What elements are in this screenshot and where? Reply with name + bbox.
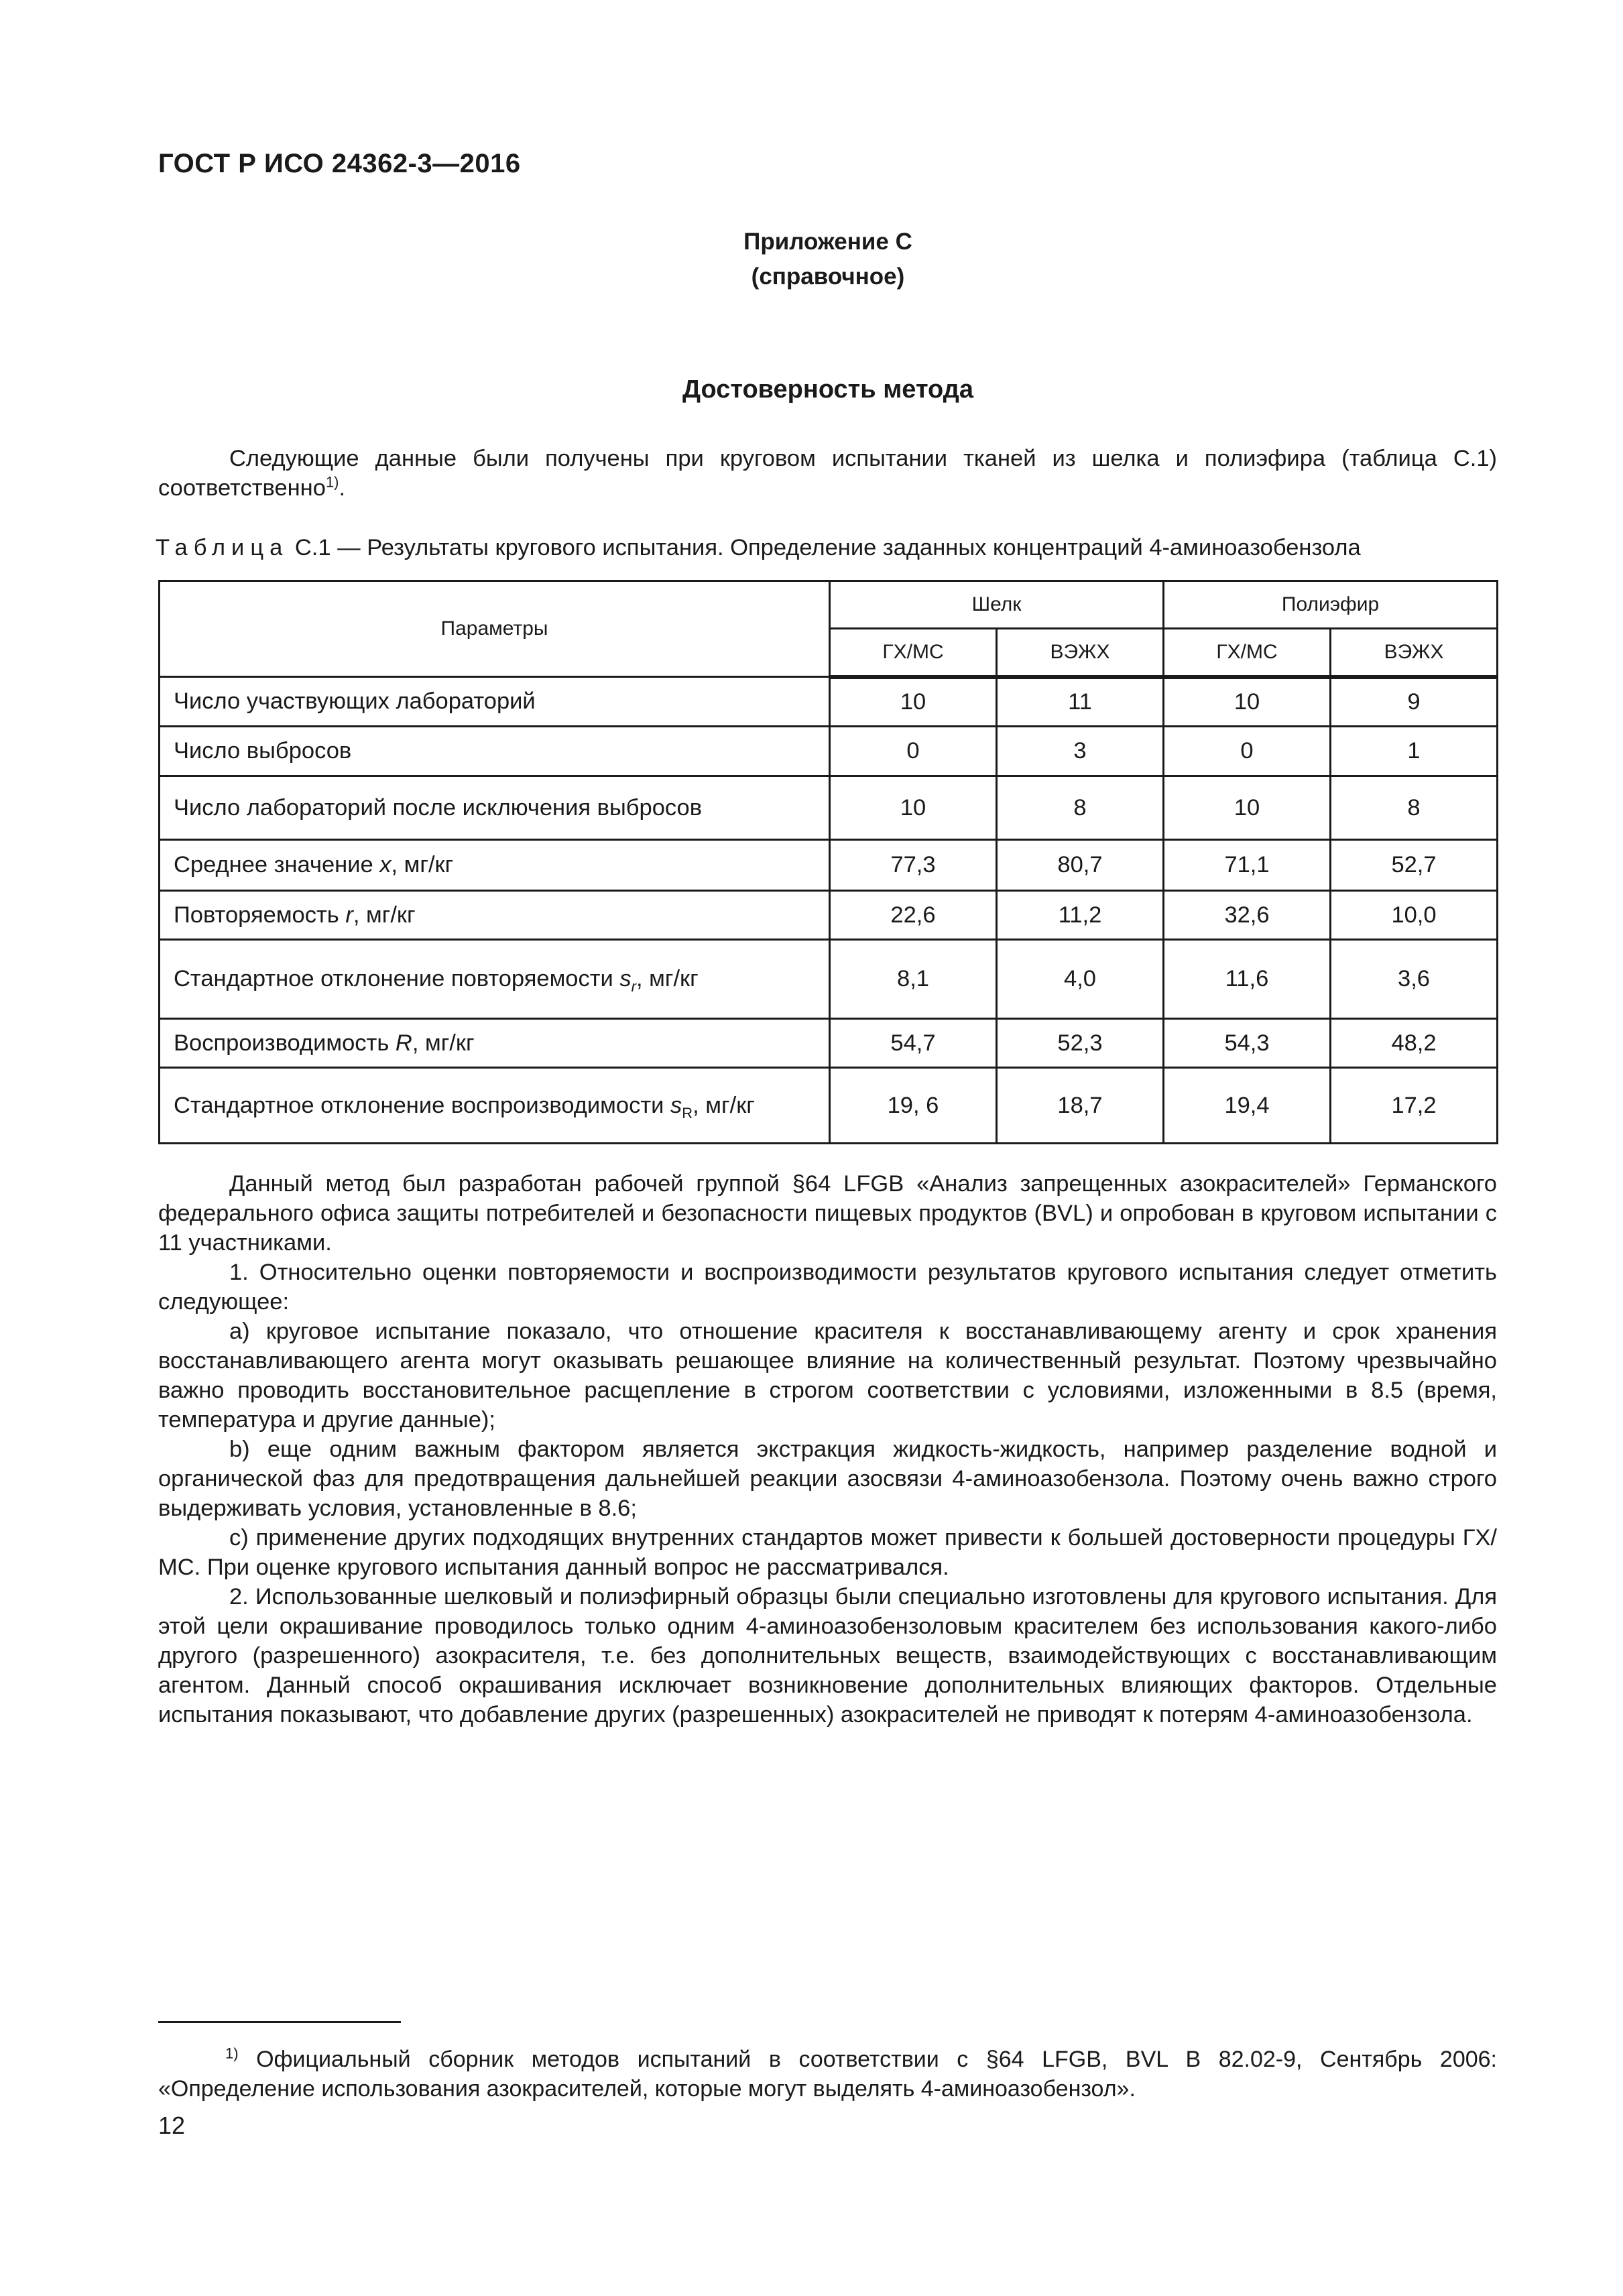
intro-tail: . — [339, 475, 346, 501]
value-cell: 71,1 — [1164, 840, 1331, 891]
param-unit: , мг/кг — [412, 1030, 475, 1056]
table-row — [160, 677, 1498, 727]
value-cell: 0 — [1164, 727, 1331, 776]
param-cell: Число выбросов — [160, 727, 830, 776]
annex-type: (справочное) — [751, 263, 905, 290]
paragraph-text: Данный метод был разработан рабочей группой §64 LFGB «Анализ запрещенных азокрасителей» Германского федерального офиса защиты потребителей и безопасности пищевых продуктов (BVL) и опробован в круговом испытании с 11 участниками. — [158, 1171, 1497, 1256]
intro-paragraph — [158, 444, 1497, 503]
paragraph-text: а) круговое испытание показало, что отношение красителя к восстанавливающему агенту и срок хранения восстанавливающего агента могут оказывать решающее влияние на количественный результат. Поэтому чрезвычайно важно проводить восстановительное расщепление в строгом соответствии с условиями, изложенными в 8.5 (время, температура и другие данные); — [158, 1319, 1497, 1433]
annex-title: Приложение С — [743, 229, 912, 255]
footnote — [158, 2045, 1497, 2104]
table-row — [160, 891, 1498, 940]
value-cell: 17,2 — [1331, 1068, 1498, 1144]
section-title: Достоверность метода — [682, 375, 974, 404]
param-unit: , мг/кг — [693, 1092, 755, 1118]
table-caption-label: Таблица — [156, 535, 289, 560]
value-cell: 3,6 — [1331, 940, 1498, 1019]
value-cell: 48,2 — [1331, 1019, 1498, 1068]
value-cell: 4,0 — [997, 940, 1164, 1019]
value-cell: 8 — [1331, 776, 1498, 840]
table-row — [160, 727, 1498, 776]
group-header-silk: Шелк — [830, 581, 1164, 629]
param-cell — [160, 891, 830, 940]
param-text: Воспроизводимость — [174, 1030, 396, 1056]
paragraph — [158, 1435, 1497, 1523]
value-cell: 54,3 — [1164, 1019, 1331, 1068]
param-unit: , мг/кг — [353, 902, 416, 928]
paragraph — [158, 1582, 1497, 1730]
document-code: ГОСТ Р ИСО 24362-3—2016 — [158, 149, 521, 178]
value-cell: 3 — [997, 727, 1164, 776]
value-cell: 19, 6 — [830, 1068, 997, 1144]
table-row — [160, 1019, 1498, 1068]
table-caption — [156, 535, 1503, 561]
param-cell — [160, 1019, 830, 1068]
table-caption-text: С.1 — Результаты кругового испытания. Определение заданных концентраций 4-аминоазобензола — [288, 535, 1361, 560]
value-cell: 10 — [830, 677, 997, 727]
value-cell: 10 — [1164, 776, 1331, 840]
param-cell — [160, 840, 830, 891]
value-cell: 11,2 — [997, 891, 1164, 940]
page-number: 12 — [158, 2112, 186, 2139]
value-cell: 18,7 — [997, 1068, 1164, 1144]
paragraph-text: 1. Относительно оценки повторяемости и воспроизводимости результатов кругового испытания следует отметить следующее: — [158, 1260, 1497, 1315]
param-cell: Число участвующих лабораторий — [160, 677, 830, 727]
param-text: Среднее значение — [174, 852, 380, 878]
method-header: ГХ/МС — [830, 629, 997, 677]
param-header: Параметры — [160, 581, 830, 677]
results-table — [158, 580, 1498, 1144]
value-cell: 52,7 — [1331, 840, 1498, 891]
footnote-marker: 1) — [225, 2045, 239, 2062]
paragraph — [158, 1317, 1497, 1435]
param-cell: Число лабораторий после исключения выбросов — [160, 776, 830, 840]
param-variable: R — [395, 1030, 412, 1056]
param-unit: , мг/кг — [391, 852, 454, 878]
value-cell: 77,3 — [830, 840, 997, 891]
value-cell: 52,3 — [997, 1019, 1164, 1068]
param-cell — [160, 940, 830, 1019]
param-variable: s — [619, 966, 632, 991]
param-subscript: R — [682, 1104, 693, 1122]
paragraph — [158, 1169, 1497, 1258]
param-text: Повторяемость — [174, 902, 346, 928]
table-row — [160, 840, 1498, 891]
table-row — [160, 1068, 1498, 1144]
value-cell: 32,6 — [1164, 891, 1331, 940]
paragraph — [158, 1258, 1497, 1317]
param-text: Стандартное отклонение повторяемости — [174, 966, 620, 991]
method-header: ГХ/МС — [1164, 629, 1331, 677]
table-row — [160, 940, 1498, 1019]
value-cell: 22,6 — [830, 891, 997, 940]
param-variable: x — [379, 852, 392, 878]
value-cell: 8,1 — [830, 940, 997, 1019]
value-cell: 9 — [1331, 677, 1498, 727]
paragraph-text: b) еще одним важным фактором является экстракция жидкость-жидкость, например разделение водной и органической фаз для предотвращения дальнейшей реакции азосвязи 4-аминоазобензола. Поэтому очень важно строго выдерживать условия, установленные в 8.6; — [158, 1437, 1497, 1521]
param-variable: s — [670, 1092, 682, 1118]
method-header: ВЭЖХ — [997, 629, 1164, 677]
param-subscript: r — [631, 977, 636, 995]
value-cell: 1 — [1331, 727, 1498, 776]
value-cell: 19,4 — [1164, 1068, 1331, 1144]
param-text: Стандартное отклонение воспроизводимости — [174, 1092, 670, 1118]
footnote-divider — [158, 2021, 401, 2023]
footnote-text: Официальный сборник методов испытаний в соответствии с §64 LFGB, BVL B 82.02-9, Сентябрь 2006: «Определение использования азокрасителей, которые могут выделять 4-аминоазобензол». — [158, 2047, 1497, 2102]
param-variable: r — [345, 902, 353, 928]
table-row — [160, 776, 1498, 840]
group-header-polyester: Полиэфир — [1164, 581, 1498, 629]
value-cell: 54,7 — [830, 1019, 997, 1068]
footnote-ref: 1) — [325, 473, 339, 491]
value-cell: 11 — [997, 677, 1164, 727]
value-cell: 11,6 — [1164, 940, 1331, 1019]
body-text — [158, 1169, 1497, 1730]
paragraph-text: 2. Использованные шелковый и полиэфирный образцы были специально изготовлены для кругового испытания. Для этой цели окрашивание проводилось только одним 4-аминоазобензоловым красителем без использования какого-либо другого (разрешенного) азокрасителя, т.е. без дополнительных веществ, взаимодействующих с восстанавливающим агентом. Данный способ окрашивания исключает возникновение дополнительных влияющих факторов. Отдельные испытания показывают, что добавление других (разрешенных) азокрасителей не приводят к потерям 4-аминоазобензола. — [158, 1584, 1497, 1728]
value-cell: 0 — [830, 727, 997, 776]
intro-text: Следующие данные были получены при круговом испытании тканей из шелка и полиэфира (таблица С.1) соответственно — [158, 446, 1497, 501]
param-unit: , мг/кг — [636, 966, 699, 991]
paragraph — [158, 1523, 1497, 1582]
paragraph-text: c) применение других подходящих внутренних стандартов может привести к большей достоверности процедуры ГХ/МС. При оценке кругового испытания данный вопрос не рассматривался. — [158, 1525, 1497, 1580]
value-cell: 10,0 — [1331, 891, 1498, 940]
value-cell: 8 — [997, 776, 1164, 840]
value-cell: 80,7 — [997, 840, 1164, 891]
method-header: ВЭЖХ — [1331, 629, 1498, 677]
param-cell — [160, 1068, 830, 1144]
value-cell: 10 — [1164, 677, 1331, 727]
value-cell: 10 — [830, 776, 997, 840]
